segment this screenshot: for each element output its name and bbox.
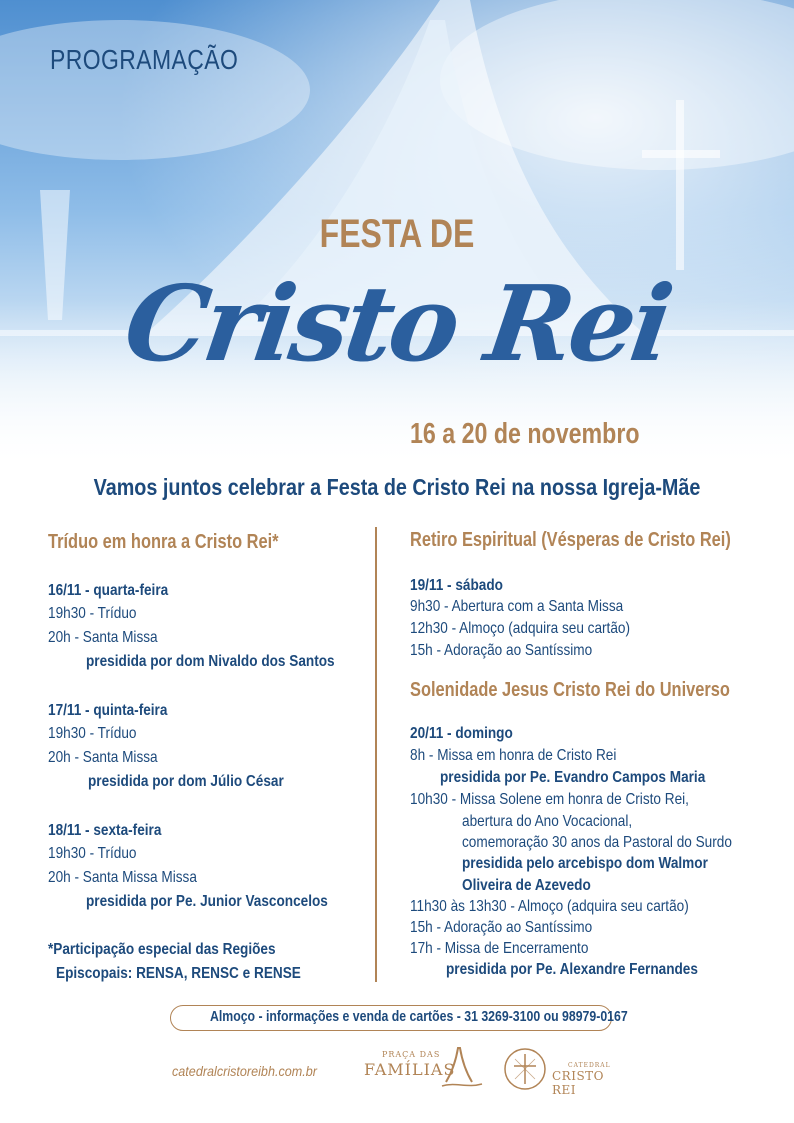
footer-info-text: Almoço - informações e venda de cartões - 31 3269-3100 ou 98979-0167	[209, 1008, 628, 1025]
day-heading-17-11: 17/11 - quinta-feira	[48, 702, 168, 719]
presider-line: presidida por dom Júlio César	[88, 773, 284, 790]
logo-text: CATEDRAL	[568, 1062, 611, 1069]
schedule-line: 15h - Adoração ao Santíssimo	[410, 642, 593, 659]
day-heading-18-11: 18/11 - sexta-feira	[48, 822, 162, 839]
schedule-line: 19h30 - Tríduo	[48, 605, 137, 622]
schedule-line: 10h30 - Missa Solene em honra de Cristo Rei,	[410, 791, 689, 808]
schedule-line: 8h - Missa em honra de Cristo Rei	[410, 747, 617, 764]
tagline: Vamos juntos celebrar a Festa de Cristo Rei na nossa Igreja-Mãe	[93, 474, 701, 500]
presider-line: presidida por Pe. Evandro Campos Maria	[440, 769, 706, 786]
schedule-line: abertura do Ano Vocacional,	[462, 813, 633, 830]
logo-text: CRISTO REI	[552, 1069, 605, 1097]
schedule-line: 20h - Santa Missa	[48, 749, 158, 766]
solenidade-section-title: Solenidade Jesus Cristo Rei do Universo	[410, 679, 730, 701]
presider-line: presidida por Pe. Alexandre Fernandes	[446, 961, 698, 978]
catedral-cristo-rei-logo	[502, 1046, 628, 1097]
presider-line: Oliveira de Azevedo	[462, 877, 591, 894]
praca-das-familias-logo	[362, 1046, 487, 1092]
triduo-section-title: Tríduo em honra a Cristo Rei*	[48, 531, 279, 553]
day-heading-16-11: 16/11 - quarta-feira	[48, 582, 169, 599]
schedule-line: 20h - Santa Missa	[48, 629, 158, 646]
schedule-line: 17h - Missa de Encerramento	[410, 940, 589, 957]
retiro-section-title: Retiro Espiritual (Vésperas de Cristo Rei)	[410, 529, 731, 551]
presider-line: presidida pelo arcebispo dom Walmor	[462, 855, 708, 872]
date-range: 16 a 20 de novembro	[410, 418, 640, 450]
schedule-line: 19h30 - Tríduo	[48, 725, 137, 742]
website-link[interactable]: catedralcristoreibh.com.br	[172, 1063, 317, 1079]
note-line-2: Episcopais: RENSA, RENSC e RENSE	[56, 965, 301, 982]
festa-de-heading: FESTA DE	[319, 212, 475, 256]
presider-line: presidida por Pe. Junior Vasconcelos	[86, 893, 328, 910]
note-line-1: *Participação especial das Regiões	[48, 941, 276, 958]
cristo-rei-script-title: Cristo Rei	[117, 262, 677, 385]
logo-text: FAMÍLIAS	[364, 1060, 456, 1079]
column-divider	[375, 527, 377, 982]
programacao-label: PROGRAMAÇÃO	[50, 44, 239, 75]
schedule-line: 19h30 - Tríduo	[48, 845, 137, 862]
schedule-line: 15h - Adoração ao Santíssimo	[410, 919, 593, 936]
logo-text: PRAÇA DAS	[382, 1050, 441, 1059]
day-heading-20-11: 20/11 - domingo	[410, 725, 513, 742]
schedule-line: 11h30 às 13h30 - Almoço (adquira seu cartão)	[410, 898, 689, 915]
schedule-line: 20h - Santa Missa Missa	[48, 869, 197, 886]
cathedral-arch-icon	[440, 1046, 484, 1092]
day-heading-19-11: 19/11 - sábado	[410, 577, 503, 594]
schedule-line: comemoração 30 anos da Pastoral do Surdo	[462, 834, 732, 851]
cross-emblem-icon	[502, 1046, 548, 1092]
schedule-line: 9h30 - Abertura com a Santa Missa	[410, 598, 624, 615]
schedule-line: 12h30 - Almoço (adquira seu cartão)	[410, 620, 630, 637]
presider-line: presidida por dom Nivaldo dos Santos	[86, 653, 335, 670]
